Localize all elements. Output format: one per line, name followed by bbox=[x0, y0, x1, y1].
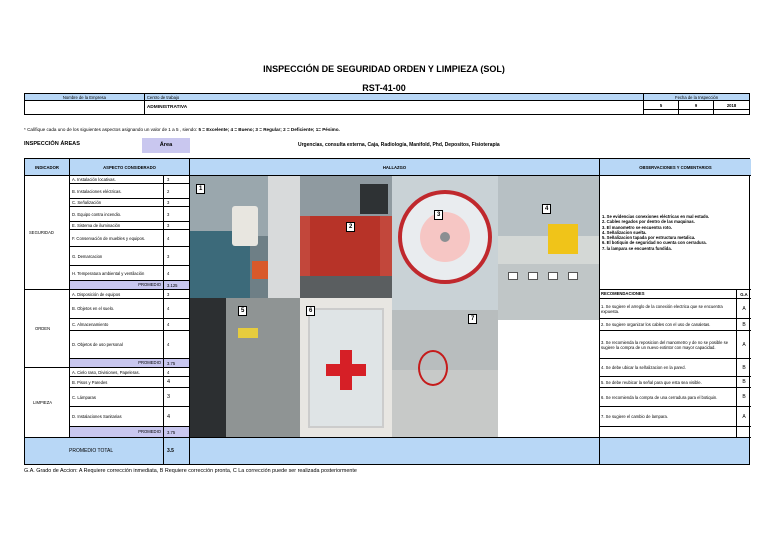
recomendacion-item: 1. Se sugiere el arreglo de la conexión electrica que se encuentra expuesta. bbox=[600, 299, 737, 319]
aspecto-item: D. Equipo contra incendio. bbox=[70, 207, 164, 222]
promedio-label: PROMEDIO bbox=[70, 359, 164, 368]
fecha-anio[interactable]: 2018 bbox=[714, 101, 750, 110]
promedio-value: 3.125 bbox=[164, 281, 190, 290]
observacion-item: 5. Señalizacion tapada por estructura metalica. bbox=[602, 235, 696, 241]
photo-lamp bbox=[392, 310, 498, 438]
observacion-item: 7. la lampara se encuentra fundida. bbox=[602, 245, 672, 251]
aspecto-item: A. Disposición de equipos bbox=[70, 290, 164, 299]
ga-header: G.A bbox=[737, 290, 751, 299]
score-cell[interactable]: 4 bbox=[164, 299, 190, 319]
aspecto-item: B. Pisos y Paredes bbox=[70, 377, 164, 388]
photo-tag: 4 bbox=[542, 204, 551, 214]
area-label: Área bbox=[142, 138, 190, 153]
fecha-dia[interactable]: 5 bbox=[644, 101, 679, 110]
indicador-orden: ORDEN bbox=[25, 290, 70, 368]
score-cell[interactable]: 4 bbox=[164, 331, 190, 359]
col-aspecto: ASPECTO CONSIDERADO bbox=[70, 159, 190, 176]
fecha-label: Fecha de la Inspección bbox=[644, 94, 750, 101]
score-cell[interactable]: 4 bbox=[164, 407, 190, 427]
observacion-item: 6. El botiquin de seguridad no cuenta con cerradura. bbox=[602, 240, 707, 246]
recomendacion-item: 3. Se recomienda la reposicion del manometro y de no se posible se sugiere la compra de un nuevo extintor con mayor capacidad. bbox=[600, 331, 737, 359]
score-cell[interactable]: 3 bbox=[164, 388, 190, 407]
promedio-value: 3.75 bbox=[164, 359, 190, 368]
indicador-seguridad: SEGURIDAD bbox=[25, 176, 70, 290]
aspecto-item: E. Sistema de iluminación bbox=[70, 222, 164, 230]
score-cell[interactable]: 3 bbox=[164, 247, 190, 266]
ga-value[interactable]: B bbox=[737, 319, 751, 331]
document-code: RST-41-00 bbox=[362, 83, 406, 93]
score-cell[interactable]: 3 bbox=[164, 290, 190, 299]
aspecto-item: C. Almacenamiento bbox=[70, 319, 164, 331]
score-cell[interactable]: 4 bbox=[164, 266, 190, 281]
observaciones-text bbox=[600, 176, 751, 290]
inspection-grid bbox=[24, 158, 750, 438]
score-cell[interactable]: 4 bbox=[164, 319, 190, 331]
aspecto-item: G. Demarcacion bbox=[70, 247, 164, 266]
fecha-mes[interactable]: 9 bbox=[679, 101, 714, 110]
recomendacion-item: 5. Se debe reubicar la señal para que esta sea visible. bbox=[600, 377, 737, 388]
observacion-item: 3. El manometro se encuentra roto. bbox=[602, 224, 673, 230]
empresa-value[interactable] bbox=[25, 101, 145, 115]
photo-signage bbox=[498, 176, 600, 320]
aspecto-item: A. Cielo raso, Divisiones, Papeleras. bbox=[70, 368, 164, 377]
aspecto-item: D. Objetos de uso personal bbox=[70, 331, 164, 359]
footer-note: G.A. Grado de Accion: A Requiere corrección inmediata, B Requiere corrección pronta, C La corrección puede ser realizada posteriormente bbox=[24, 468, 357, 474]
ga-value[interactable]: A bbox=[737, 299, 751, 319]
promedio-label: PROMEDIO bbox=[70, 427, 164, 438]
score-cell[interactable]: 3 bbox=[164, 176, 190, 184]
col-observaciones: OBSERVACIONES Y COMENTARIOS bbox=[600, 159, 751, 176]
observacion-item: 4. Señalizacion suelta. bbox=[602, 229, 647, 235]
col-hallazgo: HALLAZGO bbox=[190, 159, 600, 176]
aspecto-item: A. Instalación locativas. bbox=[70, 176, 164, 184]
inspeccion-label: INSPECCIÓN ÁREAS bbox=[24, 141, 80, 147]
photo-machine-cables bbox=[300, 176, 392, 298]
hallazgo-photos bbox=[190, 176, 600, 438]
promedio-total-label: PROMEDIO TOTAL bbox=[25, 438, 164, 464]
area-value: Urgencias, consulta externa, Caja, Radiología, Manifold, Phd, Depositos, Fisioterapia bbox=[298, 142, 500, 148]
aspecto-item: H. Temperatura ambiental y ventilación bbox=[70, 266, 164, 281]
score-cell[interactable]: 3 bbox=[164, 207, 190, 222]
photo-tag: 3 bbox=[434, 210, 443, 220]
ga-value[interactable]: B bbox=[737, 377, 751, 388]
centro-value[interactable]: ADMINISTRATIVA bbox=[144, 101, 643, 115]
ga-value[interactable]: B bbox=[737, 359, 751, 377]
promedio-label: PROMEDIO bbox=[70, 281, 164, 290]
aspecto-item: C. Señalización bbox=[70, 199, 164, 207]
score-cell[interactable]: 4 bbox=[164, 368, 190, 377]
photo-tag: 5 bbox=[238, 306, 247, 316]
photo-first-aid-kit bbox=[300, 298, 392, 438]
empresa-label: Nombre de la Empresa bbox=[25, 94, 145, 101]
recomendacion-item: 6. Se recomienda la compra de una cerradura para el botiquin. bbox=[600, 388, 737, 407]
page-title: INSPECCIÓN DE SEGURIDAD ORDEN Y LIMPIEZA (SOL) bbox=[263, 64, 505, 74]
score-cell[interactable]: 3 bbox=[164, 199, 190, 207]
photo-tag: 7 bbox=[468, 314, 477, 324]
recomendaciones-header: RECOMENDACIONES bbox=[600, 290, 737, 299]
photo-electrical-connection bbox=[190, 176, 300, 298]
header-table bbox=[24, 93, 750, 115]
photo-tag: 2 bbox=[346, 222, 355, 232]
centro-label: Centro de trabajo bbox=[144, 94, 643, 101]
aspecto-item: B. Instalaciones eléctricas. bbox=[70, 184, 164, 199]
recomendacion-item: 7. Se sugiere el cambio de lampara. bbox=[600, 407, 737, 427]
ga-value[interactable]: A bbox=[737, 331, 751, 359]
photo-tag: 1 bbox=[196, 184, 205, 194]
aspecto-item: F. Conservación de muebles y equipos. bbox=[70, 230, 164, 247]
aspecto-item: C. Lámparas bbox=[70, 388, 164, 407]
photo-manometer bbox=[392, 176, 498, 310]
aspecto-item: D. Instalaciones Sanitarias bbox=[70, 407, 164, 427]
observacion-item: 1. Se evidencias conexiones eléctricas en mal estado. bbox=[602, 214, 710, 220]
recomendacion-item: 4. Se debe ubicar la señalizacion en la pared. bbox=[600, 359, 737, 377]
photo-tag: 6 bbox=[306, 306, 315, 316]
photo-hidden-sign bbox=[190, 298, 300, 438]
score-cell[interactable]: 4 bbox=[164, 377, 190, 388]
recomendacion-item: 2. Se sugiere organizar los cables con el uso de canaletas. bbox=[600, 319, 737, 331]
score-cell[interactable]: 3 bbox=[164, 222, 190, 230]
rating-note: * Calífique cada uno de los siguientes aspectos asignando un valor de 1 a 5 , siendo: 5 = Excelente; 4 = Bueno; 3 = Regular; 2 = Deficiente; 1= Pésimo. bbox=[24, 127, 340, 132]
aspecto-item: B. Objetos en el suelo. bbox=[70, 299, 164, 319]
indicador-limpieza: LIMPIEZA bbox=[25, 368, 70, 438]
score-cell[interactable]: 4 bbox=[164, 230, 190, 247]
ga-value[interactable]: A bbox=[737, 407, 751, 427]
observacion-item: 2. Cables regados por dentro de las maquinas. bbox=[602, 219, 695, 225]
score-cell[interactable]: 2 bbox=[164, 184, 190, 199]
col-indicador: INDICADOR bbox=[25, 159, 70, 176]
promedio-value: 3.75 bbox=[164, 427, 190, 438]
ga-value[interactable]: B bbox=[737, 388, 751, 407]
promedio-total-row bbox=[24, 438, 750, 465]
promedio-total-value: 3.5 bbox=[164, 438, 190, 464]
